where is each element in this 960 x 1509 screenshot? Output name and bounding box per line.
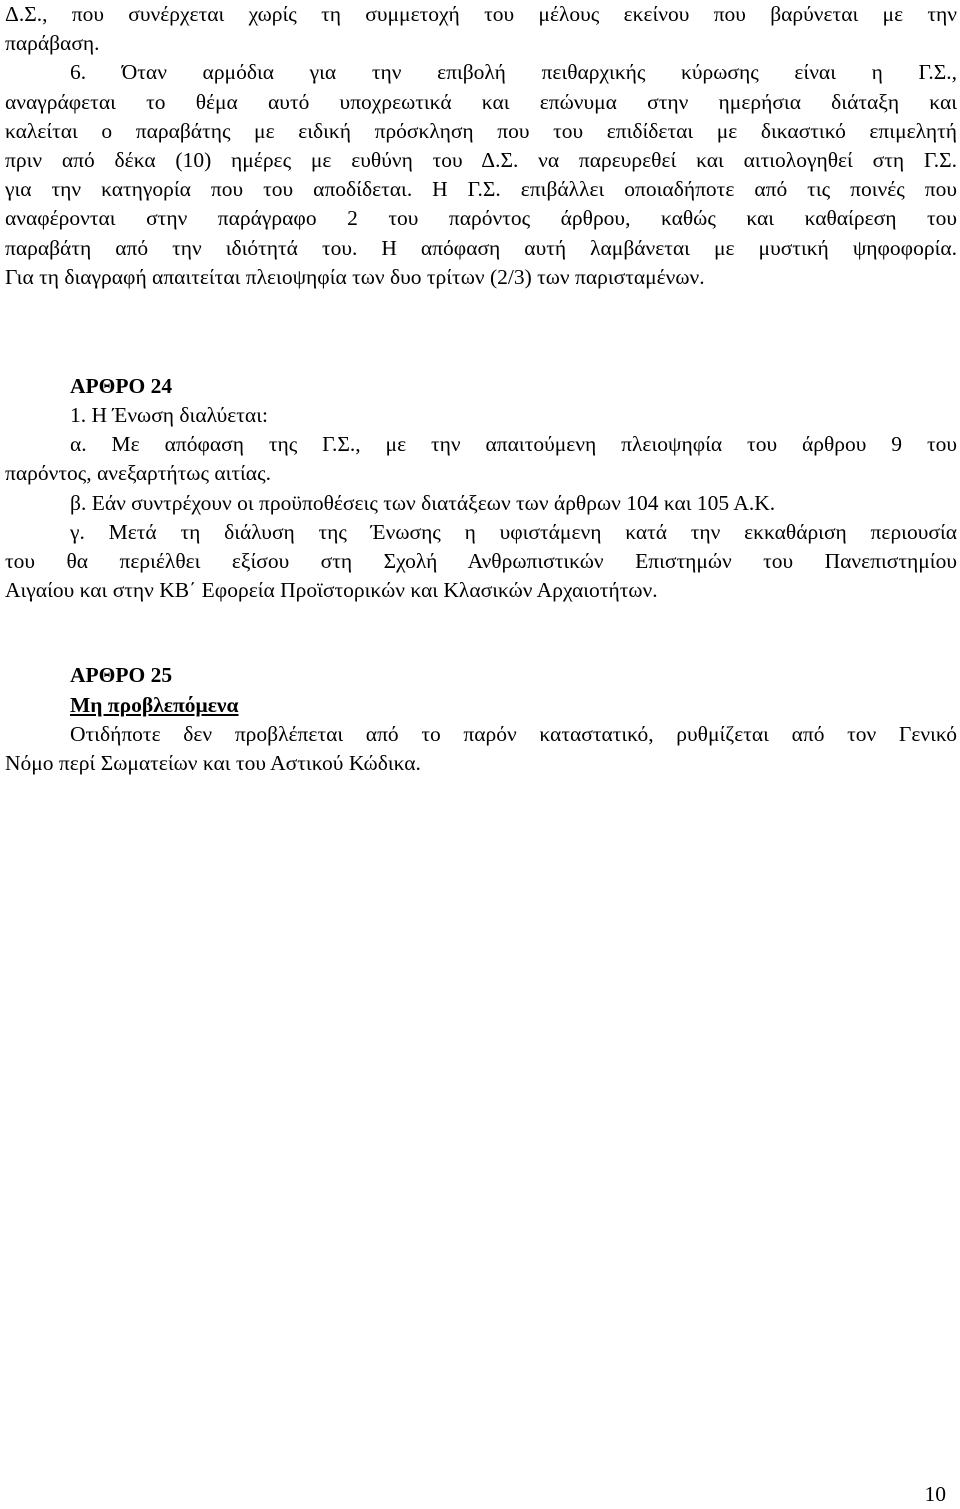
text-line: 6. Όταν αρμόδια για την επιβολή πειθαρχικής κύρωσης είναι η Γ.Σ., bbox=[70, 60, 957, 85]
text-line: Για τη διαγραφή απαιτείται πλειοψηφία των δυο τρίτων (2/3) των παρισταμένων. bbox=[5, 264, 705, 289]
text-line: για την κατηγορία που του αποδίδεται. Η Γ.Σ. επιβάλλει οποιαδήποτε από τις ποινές που bbox=[5, 177, 957, 202]
text-line: καλείται ο παραβάτης με ειδική πρόσκληση που του επιδίδεται με δικαστικό επιμελητή bbox=[5, 118, 957, 143]
text-line: β. Εάν συντρέχουν οι προϋποθέσεις των διατάξεων των άρθρων 104 και 105 Α.Κ. bbox=[70, 490, 776, 515]
text-line: του θα περιέλθει εξίσου στη Σχολή Ανθρωπιστικών Επιστημών του Πανεπιστημίου bbox=[5, 549, 957, 573]
article-25-title: ΑΡΘΡΟ 25 bbox=[70, 663, 173, 688]
paragraph-disciplinary bbox=[5, 0, 957, 292]
article-24-title: ΑΡΘΡΟ 24 bbox=[70, 373, 173, 398]
text-line: παραβάτη από την ιδιότητά του. Η απόφαση αυτή λαμβάνεται με μυστική ψηφοφορία. bbox=[5, 235, 957, 260]
text-line: παράβαση. bbox=[5, 31, 100, 56]
text-line: 1. Η Ένωση διαλύεται: bbox=[70, 403, 268, 428]
text-line: αναγράφεται το θέμα αυτό υποχρεωτικά και επώνυμα στην ημερήσια διάταξη και bbox=[5, 89, 957, 114]
text-line: Αιγαίου και στην ΚΒ΄ Εφορεία Προϊστορικών και Κλασικών Αρχαιοτήτων. bbox=[5, 578, 658, 603]
text-line: Νόμο περί Σωματείων και του Αστικού Κώδικα. bbox=[5, 750, 421, 775]
article-24 bbox=[5, 372, 957, 606]
article-25 bbox=[5, 661, 957, 778]
text-line: Οτιδήποτε δεν προβλέπεται από το παρόν καταστατικό, ρυθμίζεται από τον Γενικό bbox=[70, 721, 957, 746]
text-line: α. Με απόφαση της Γ.Σ., με την απαιτούμενη πλειοψηφία του άρθρου 9 του bbox=[70, 432, 957, 457]
text-line: παρόντος, ανεξαρτήτως αιτίας. bbox=[5, 461, 271, 486]
article-25-subtitle: Μη προβλεπόμενα bbox=[70, 692, 239, 717]
text-line: γ. Μετά τη διάλυση της Ένωσης η υφιστάμενη κατά την εκκαθάριση περιουσία bbox=[70, 519, 957, 544]
text-line: πριν από δέκα (10) ημέρες με ευθύνη του Δ.Σ. να παρευρεθεί και αιτιολογηθεί στη Γ.Σ. bbox=[5, 147, 957, 172]
text-line: αναφέρονται στην παράγραφο 2 του παρόντος άρθρου, καθώς και καθαίρεση του bbox=[5, 206, 957, 231]
document-page bbox=[5, 0, 957, 778]
page-number: 10 bbox=[924, 1482, 946, 1506]
text-line: Δ.Σ., που συνέρχεται χωρίς τη συμμετοχή του μέλους εκείνου που βαρύνεται με την bbox=[5, 2, 957, 26]
